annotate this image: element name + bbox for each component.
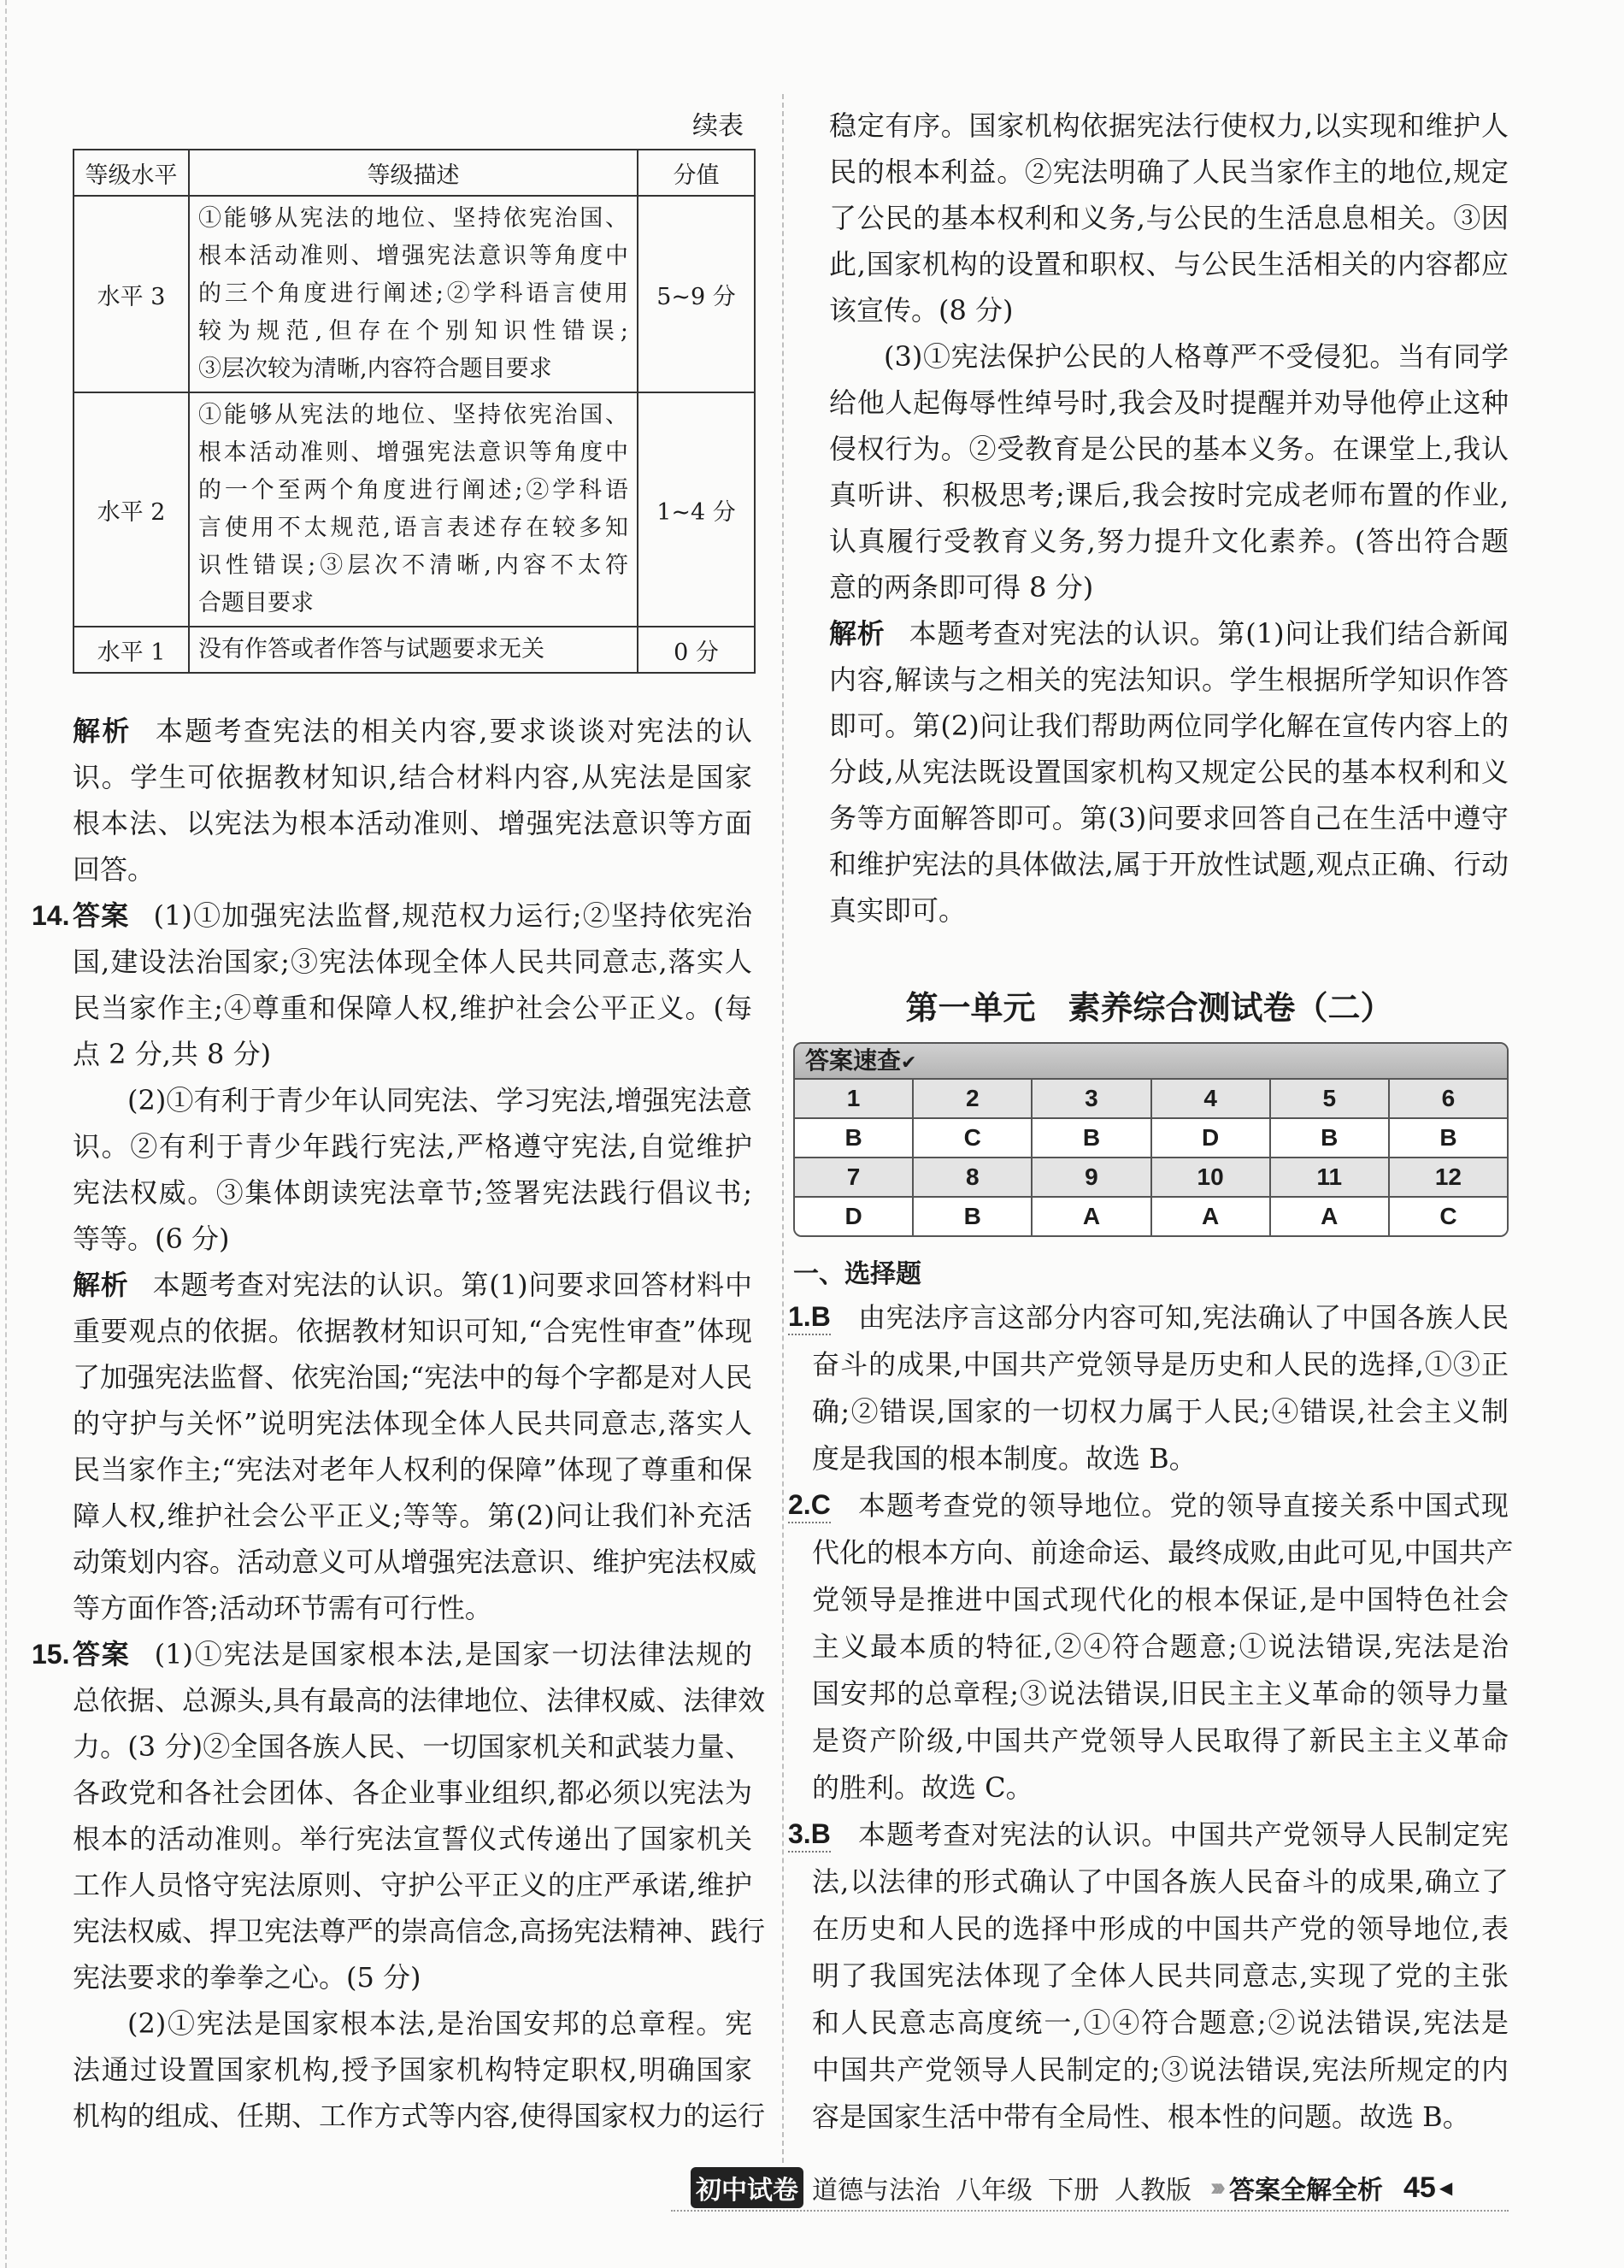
answer-key-cell: A bbox=[1271, 1198, 1390, 1235]
answer-key-table bbox=[793, 1042, 1509, 1237]
text-line bbox=[198, 200, 628, 238]
line-text: 中国共产党领导人民制定的;③说法错误,宪法所规定的内 bbox=[812, 2053, 1509, 2086]
answer-key-cell: B bbox=[795, 1119, 914, 1157]
table-header-row bbox=[74, 150, 755, 196]
text-line bbox=[829, 241, 1509, 287]
line-text: 宪法权威、捍卫宪法尊严的崇高信念,高扬宪法精神、践行 bbox=[73, 1915, 766, 1947]
line-text: 党领导是推进中国式现代化的根本保证,是中国特色社会 bbox=[812, 1583, 1509, 1616]
text-line bbox=[829, 195, 1509, 241]
line-text: (2)①宪法是国家根本法,是治国安邦的总章程。宪 bbox=[127, 2007, 752, 2040]
line-text: 内容,解读与之相关的宪法知识。学生根据所学知识作答 bbox=[829, 663, 1509, 696]
score-cell: 5~9 分 bbox=[638, 196, 755, 392]
description-cell bbox=[189, 196, 638, 392]
text-line bbox=[73, 754, 752, 800]
text-line bbox=[812, 1717, 1509, 1764]
line-text: 侵权行为。②受教育是公民的基本义务。在课堂上,我认 bbox=[829, 433, 1509, 465]
section-label: 解析 bbox=[73, 1269, 129, 1300]
line-text: 法通过设置国家机构,授予国家机构特定职权,明确国家 bbox=[73, 2053, 752, 2086]
line-text: 本题考查对宪法的认识。第(1)问让我们结合新闻 bbox=[909, 617, 1509, 650]
header-level: 等级水平 bbox=[74, 150, 189, 196]
line-text: ①能够从宪法的地位、坚持依宪治国、 bbox=[198, 205, 628, 232]
line-text: 的一个至两个角度进行阐述;②学科语 bbox=[198, 477, 628, 504]
question-number: 15. bbox=[32, 1639, 70, 1670]
answer-key-cell: 10 bbox=[1152, 1158, 1271, 1196]
answer-key-cell: D bbox=[795, 1198, 914, 1235]
text-line bbox=[812, 2000, 1509, 2047]
line-text: 了公民的基本权利和义务,与公民的生活息息相关。③因 bbox=[829, 202, 1509, 234]
choice-section-heading: 一、选择题 bbox=[793, 1260, 921, 1288]
line-text: 认真履行受教育义务,努力提升文化素养。(答出符合题 bbox=[829, 525, 1509, 557]
page-number: 45 bbox=[1403, 2171, 1436, 2204]
line-text: 是资产阶级,中国共产党领导人民取得了新民主主义革命 bbox=[812, 1724, 1509, 1757]
text-line bbox=[812, 1906, 1509, 1953]
question-1-explanation bbox=[788, 1294, 1509, 1482]
answer-15-paragraph bbox=[32, 1631, 766, 2000]
footer-grade: 八年级 bbox=[956, 2177, 1033, 2205]
text-line bbox=[198, 351, 628, 388]
answer-key-cell: B bbox=[1271, 1119, 1390, 1157]
text-line bbox=[198, 275, 628, 313]
line-text: 力。(3 分)②全国各族人民、一切国家机关和武装力量、 bbox=[73, 1730, 752, 1763]
question-answer-label: 1.B bbox=[788, 1299, 831, 1335]
text-line bbox=[73, 2000, 752, 2047]
answer-key-title: 答案速查 bbox=[805, 1047, 902, 1074]
line-text: 识。②有利于青少年践行宪法,严格遵守宪法,自觉维护 bbox=[73, 1130, 752, 1163]
line-text: (1)①宪法是国家根本法,是国家一切法律法规的 bbox=[154, 1638, 752, 1670]
answer-key-cell: B bbox=[914, 1198, 1033, 1235]
line-text: 较为规范,但存在个别知识性错误; bbox=[198, 318, 628, 345]
answer-key-cell: A bbox=[1033, 1198, 1151, 1235]
text-line bbox=[73, 1077, 752, 1123]
line-text: 在历史和人民的选择中形成的中国共产党的领导地位,表 bbox=[812, 1912, 1509, 1945]
line-text: 由宪法序言这部分内容可知,宪法确认了中国各族人民 bbox=[858, 1301, 1509, 1334]
text-line bbox=[812, 1388, 1509, 1435]
text-line bbox=[32, 1631, 752, 1677]
answer-key-cell: 3 bbox=[1033, 1080, 1151, 1117]
question-number: 14. bbox=[32, 900, 70, 931]
line-text: 民当家作主;④尊重和保障人权,维护社会公平正义。(每 bbox=[73, 992, 752, 1024]
score-cell: 1~4 分 bbox=[638, 392, 755, 627]
text-line bbox=[829, 657, 1509, 703]
text-line bbox=[73, 939, 752, 985]
footer-rule bbox=[671, 2210, 1509, 2212]
check-icon: ✔ bbox=[901, 1052, 917, 1073]
answer-key-cell: B bbox=[1439, 1124, 1457, 1151]
line-text: 本题考查对宪法的认识。第(1)问要求回答材料中 bbox=[152, 1269, 752, 1301]
text-line bbox=[73, 800, 752, 846]
answer-key-cell: 6 bbox=[1441, 1085, 1456, 1111]
line-text: 根本活动准则、增强宪法意识等角度中 bbox=[198, 439, 628, 466]
answer-row bbox=[795, 1119, 1507, 1158]
line-text: 即可。第(2)问让我们帮助两位同学化解在宣传内容上的 bbox=[829, 710, 1509, 742]
text-line bbox=[812, 1764, 1509, 1811]
line-text: 此,国家机构的设置和职权、与公民生活相关的内容都应 bbox=[829, 248, 1509, 280]
line-text: 本题考查党的领导地位。党的领导直接关系中国式现 bbox=[858, 1489, 1509, 1522]
line-text: 给他人起侮辱性绰号时,我会及时提醒并劝导他停止这种 bbox=[829, 386, 1509, 419]
text-line bbox=[73, 1539, 757, 1585]
text-line bbox=[198, 510, 628, 547]
line-text: 机构的组成、任期、工作方式等内容,使得国家权力的运行 bbox=[73, 2100, 766, 2132]
answer-key-cell: D bbox=[1152, 1119, 1271, 1157]
table-row bbox=[74, 196, 755, 392]
answer-15-part2 bbox=[73, 2000, 766, 2139]
answer-key-cell: 11 bbox=[1271, 1158, 1390, 1196]
line-text: 重要观点的依据。依据教材知识可知,“合宪性审查”体现 bbox=[73, 1315, 752, 1347]
answer-15-part3 bbox=[829, 333, 1509, 610]
text-line bbox=[73, 1169, 752, 1216]
line-text: 工作人员恪守宪法原则、守护公平正义的庄严承诺,维护 bbox=[73, 1869, 752, 1901]
text-line bbox=[73, 1816, 752, 1862]
line-text: 容是国家生活中带有全局性、根本性的问题。故选 B。 bbox=[812, 2100, 1470, 2133]
question-2-explanation bbox=[788, 1482, 1514, 1811]
text-line bbox=[829, 749, 1509, 795]
description-cell bbox=[189, 627, 638, 673]
question-answer-label: 2.C bbox=[788, 1487, 831, 1523]
line-text: 动策划内容。活动意义可从增强宪法意识、维护宪法权威 bbox=[73, 1546, 757, 1578]
text-line bbox=[812, 1576, 1509, 1623]
line-text: 各政党和各社会团体、各企业事业组织,都必须以宪法为 bbox=[73, 1776, 752, 1809]
answer-row bbox=[795, 1198, 1507, 1235]
section-title: 第一单元 素养综合测试卷（二） bbox=[905, 991, 1393, 1027]
text-line bbox=[198, 472, 628, 510]
analysis-14-paragraph bbox=[73, 1262, 757, 1631]
text-line bbox=[73, 1354, 752, 1400]
text-line bbox=[73, 1862, 752, 1908]
answer-14-paragraph bbox=[32, 892, 752, 1077]
text-line bbox=[812, 1435, 1509, 1482]
text-line bbox=[73, 1446, 752, 1493]
section-label: 答案 bbox=[73, 900, 130, 931]
answer-key-cell: 7 bbox=[795, 1158, 914, 1196]
page-footer bbox=[691, 2167, 1452, 2208]
line-text: 和维护宪法的具体做法,属于开放性试题,观点正确、行动 bbox=[829, 848, 1509, 881]
choice-explanations bbox=[788, 1294, 1514, 2141]
line-text: 根本活动准则、增强宪法意识等角度中 bbox=[198, 243, 628, 269]
text-line bbox=[812, 2047, 1509, 2094]
level-cell: 水平 3 bbox=[74, 196, 189, 392]
table-row bbox=[74, 627, 755, 673]
line-text: 没有作答或者作答与试题要求无关 bbox=[198, 636, 544, 663]
description-cell bbox=[189, 392, 638, 627]
line-text: 真实即可。 bbox=[829, 894, 967, 927]
text-line bbox=[73, 2047, 752, 2093]
line-text: 务等方面解答即可。第(3)问要求回答自己在生活中遵守 bbox=[829, 802, 1509, 834]
score-cell: 0 分 bbox=[638, 627, 755, 673]
text-line bbox=[812, 1529, 1514, 1576]
text-line bbox=[73, 1723, 752, 1770]
text-line bbox=[829, 287, 1509, 333]
answer-14-part2 bbox=[73, 1077, 752, 1262]
line-text: 宪法要求的拳拳之心。(5 分) bbox=[73, 1961, 421, 1994]
series-badge: 初中试卷 bbox=[691, 2167, 803, 2208]
text-line bbox=[829, 564, 1509, 610]
line-text: 的守护与关怀”说明宪法体现全体人民共同意志,落实人 bbox=[73, 1407, 752, 1440]
left-answer-text bbox=[32, 708, 766, 2139]
answer-key-cell: 8 bbox=[914, 1158, 1033, 1196]
line-text: 分歧,从宪法既设置国家机构又规定公民的基本权利和义 bbox=[829, 756, 1509, 788]
line-text: 本题考查对宪法的认识。中国共产党领导人民制定宪 bbox=[858, 1818, 1509, 1851]
text-line bbox=[73, 985, 752, 1031]
line-text: 国安邦的总章程;③说法错误,旧民主主义革命的领导力量 bbox=[812, 1677, 1509, 1710]
answer-key-cell: C bbox=[1439, 1203, 1457, 1229]
text-line bbox=[73, 1031, 752, 1077]
answer-key-cell: 9 bbox=[1033, 1158, 1151, 1196]
table-row bbox=[74, 392, 755, 627]
text-line bbox=[788, 1482, 1509, 1529]
line-text: 总依据、总源头,具有最高的法律地位、法律权威、法律效 bbox=[73, 1684, 766, 1717]
section-label: 解析 bbox=[829, 618, 886, 649]
text-line bbox=[788, 1811, 1509, 1859]
header-description: 等级描述 bbox=[189, 150, 638, 196]
text-line bbox=[73, 1308, 752, 1354]
line-text: 国,建设法治国家;③宪法体现全体人民共同意志,落实人 bbox=[73, 945, 752, 978]
line-text: 民的根本利益。②宪法明确了人民当家作主的地位,规定 bbox=[829, 156, 1509, 188]
level-cell: 水平 2 bbox=[74, 392, 189, 627]
text-line bbox=[198, 631, 628, 669]
line-text: (2)①有利于青少年认同宪法、学习宪法,增强宪法意 bbox=[127, 1084, 752, 1116]
text-line bbox=[73, 846, 752, 892]
text-line bbox=[829, 703, 1509, 749]
text-line bbox=[829, 472, 1509, 518]
text-line bbox=[32, 892, 752, 939]
line-text: 法,以法律的形式确认了中国各族人民奋斗的成果,确立了 bbox=[812, 1865, 1509, 1898]
line-text: 点 2 分,共 8 分) bbox=[73, 1038, 272, 1070]
text-line bbox=[829, 518, 1509, 564]
line-text: 根本的活动准则。举行宪法宣誓仪式传递出了国家机关 bbox=[73, 1823, 752, 1855]
text-line bbox=[73, 1908, 766, 1954]
text-line bbox=[73, 1216, 752, 1262]
text-line bbox=[829, 610, 1509, 657]
page-edge-dashed-line bbox=[5, 0, 7, 2268]
text-line bbox=[812, 1670, 1509, 1717]
text-line bbox=[829, 426, 1509, 472]
grading-table bbox=[73, 149, 756, 674]
line-text: 和人民意志高度统一,①④符合题意;②说法错误,宪法是 bbox=[812, 2006, 1509, 2039]
line-text: 了加强宪法监督、依宪治国;“宪法中的每个字都是对人民 bbox=[73, 1361, 753, 1393]
column-divider bbox=[782, 94, 784, 2163]
answer-key-header bbox=[795, 1044, 1507, 1080]
text-line bbox=[73, 1677, 766, 1723]
text-line bbox=[73, 2093, 766, 2139]
line-text: (1)①加强宪法监督,规范权力运行;②坚持依宪治 bbox=[153, 899, 752, 932]
text-line bbox=[812, 2094, 1509, 2141]
line-text: 主义最本质的特征,②④符合题意;①说法错误,宪法是治 bbox=[812, 1630, 1509, 1663]
line-text: 确;②错误,国家的一切权力属于人民;④错误,社会主义制 bbox=[812, 1395, 1509, 1428]
text-line bbox=[829, 149, 1509, 195]
line-text: 言使用不太规范,语言表述存在较多知 bbox=[198, 515, 628, 541]
line-text: 稳定有序。国家机构依据宪法行使权力,以实现和维护人 bbox=[829, 109, 1509, 142]
line-text: 的胜利。故选 C。 bbox=[812, 1771, 1033, 1804]
question-answer-label: 3.B bbox=[788, 1817, 831, 1853]
answer-key-cell: 12 bbox=[1434, 1163, 1462, 1190]
text-line bbox=[829, 380, 1509, 426]
analysis-15-paragraph bbox=[829, 610, 1509, 934]
line-text: 等方面作答;活动环节需有可行性。 bbox=[73, 1592, 492, 1624]
text-line bbox=[73, 1954, 752, 2000]
section-label: 解析 bbox=[73, 716, 132, 746]
continued-table-label: 续表 bbox=[692, 111, 744, 141]
text-line bbox=[829, 887, 1509, 934]
text-line bbox=[198, 547, 628, 585]
text-line bbox=[829, 333, 1509, 380]
text-line bbox=[73, 708, 752, 754]
line-text: 奋斗的成果,中国共产党领导是历史和人民的选择,①③正 bbox=[812, 1348, 1509, 1381]
answer-key-cell: A bbox=[1152, 1198, 1271, 1235]
footer-edition: 人教版 bbox=[1115, 2177, 1192, 2205]
text-line bbox=[829, 795, 1509, 841]
footer-volume: 下册 bbox=[1048, 2177, 1099, 2205]
line-text: 合题目要求 bbox=[198, 590, 314, 616]
line-text: ①能够从宪法的地位、坚持依宪治国、 bbox=[198, 402, 628, 428]
line-text: 宪法权威。③集体朗读宪法章节;签署宪法践行倡议书; bbox=[73, 1176, 752, 1209]
text-line bbox=[812, 1623, 1509, 1670]
text-line bbox=[73, 1585, 752, 1631]
footer-subject: 道德与法治 bbox=[812, 2177, 940, 2205]
text-line bbox=[812, 1859, 1509, 1906]
triangle-left-icon: ◀ bbox=[1439, 2178, 1453, 2198]
answer-key-cell: 2 bbox=[914, 1080, 1033, 1117]
text-line bbox=[73, 1123, 752, 1169]
answer-key-cell: 1 bbox=[795, 1080, 914, 1117]
line-text: 识。学生可依据教材知识,结合材料内容,从宪法是国家 bbox=[73, 761, 752, 793]
line-text: 度是我国的根本制度。故选 B。 bbox=[812, 1442, 1197, 1475]
text-line bbox=[198, 397, 628, 434]
text-line bbox=[73, 1262, 752, 1308]
text-line bbox=[829, 103, 1509, 149]
text-line bbox=[73, 1400, 752, 1446]
line-text: 该宣传。(8 分) bbox=[829, 294, 1014, 327]
text-line bbox=[812, 1341, 1509, 1388]
line-text: 回答。 bbox=[73, 853, 156, 886]
answer-key-cell: 4 bbox=[1152, 1080, 1271, 1117]
text-line bbox=[73, 1770, 752, 1816]
answer-key-cell: 5 bbox=[1271, 1080, 1390, 1117]
analysis-paragraph bbox=[73, 708, 752, 892]
text-line bbox=[198, 585, 628, 622]
line-text: 民当家作主;“宪法对老年人权利的保障”体现了尊重和保 bbox=[73, 1453, 752, 1486]
text-line bbox=[198, 238, 628, 275]
line-text: 等等。(6 分) bbox=[73, 1222, 230, 1255]
answer-key-cell: B bbox=[1033, 1119, 1151, 1157]
line-text: 真听讲、积极思考;课后,我会按时完成老师布置的作业, bbox=[829, 479, 1509, 511]
section-label: 答案 bbox=[73, 1639, 131, 1670]
line-text: 障人权,维护社会公平正义;等等。第(2)问让我们补充活 bbox=[73, 1499, 752, 1532]
answer-key-cell: C bbox=[914, 1119, 1033, 1157]
question-3-explanation bbox=[788, 1811, 1509, 2141]
line-text: ③层次较为清晰,内容符合题目要求 bbox=[198, 356, 552, 382]
text-line bbox=[829, 841, 1509, 887]
line-text: 意的两条即可得 8 分) bbox=[829, 571, 1094, 604]
level-cell: 水平 1 bbox=[74, 627, 189, 673]
line-text: 明了我国宪法体现了全体人民共同意志,实现了党的主张 bbox=[812, 1959, 1509, 1992]
question-number-row bbox=[795, 1080, 1507, 1119]
header-score: 分值 bbox=[638, 150, 755, 196]
line-text: (3)①宪法保护公民的人格尊严不受侵犯。当有同学 bbox=[884, 340, 1509, 373]
text-line bbox=[788, 1294, 1509, 1341]
right-answer-text bbox=[829, 103, 1509, 934]
footer-section: 答案全解全析 bbox=[1228, 2177, 1383, 2205]
text-line bbox=[198, 434, 628, 472]
question-number-row bbox=[795, 1158, 1507, 1198]
line-text: 根本法、以宪法为根本活动准则、增强宪法意识等方面 bbox=[73, 807, 752, 839]
line-text: 代化的根本方向、前途命运、最终成败,由此可见,中国共产 bbox=[812, 1536, 1514, 1569]
text-line bbox=[198, 313, 628, 351]
line-text: 的三个角度进行阐述;②学科语言使用 bbox=[198, 280, 628, 307]
chevrons-icon: ››› bbox=[1210, 2173, 1221, 2201]
text-line bbox=[73, 1493, 752, 1539]
text-line bbox=[812, 1953, 1509, 2000]
answer-15-continued bbox=[829, 103, 1509, 333]
line-text: 本题考查宪法的相关内容,要求谈谈对宪法的认 bbox=[155, 715, 752, 747]
line-text: 识性错误;③层次不清晰,内容不太符 bbox=[198, 552, 628, 579]
